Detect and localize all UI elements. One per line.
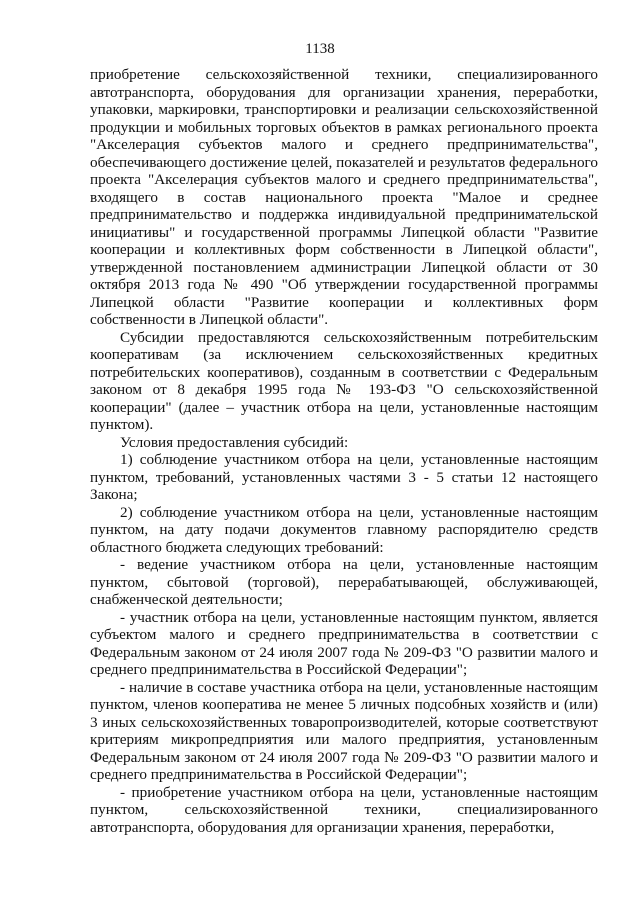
paragraph-condition-2: 2) соблюдение участником отбора на цели, установленные настоящим пунктом, на дату подачи документов главному распорядителю средств областного бюджета следующих требований: (90, 503, 598, 556)
paragraph-conditions-heading: Условия предоставления субсидий: (120, 433, 349, 451)
page-number: 1138 (305, 41, 335, 57)
paragraph-intro-continuation: приобретение сельскохозяйственной техники, специализированного автотранспорта, оборудования для организации хранения, переработки, упаковки, маркировки, транспортировки и реализации сельскохозяйственной продукции и мобильных торговых объектов в рамках регионального проекта "Акселерация субъектов малого и среднего предпринимательства", обеспечивающего достижение целей, показателей и результатов федерального проекта "Акселерация субъектов малого и среднего предпринимательства", входящего в состав национального проекта "Малое и среднее предпринимательство и поддержка индивидуальной предпринимательской инициативы" и государственной программы Липецкой области "Развитие кооперации и коллективных форм собственности в Липецкой области", утвержденной постановлением администрации Липецкой области от 30 октября 2013 года № 490 "Об утверждении государственной программы Липецкой области "Развитие кооперации и коллективных форм собственности в Липецкой области". (90, 66, 598, 328)
paragraph-recipients: Субсидии предоставляются сельскохозяйственным потребительским кооперативам (за исключением сельскохозяйственных кредитных потребительских кооперативов), созданным в соответствии с Федеральным законом от 8 декабря 1995 года № 193-ФЗ "О сельскохозяйственной кооперации" (далее – участник отбора на цели, установленные настоящим пунктом). (90, 328, 598, 433)
list-item-acquisition: - приобретение участником отбора на цели, установленные настоящим пунктом, сельскохозяйственной техники, специализированного автотранспорта, оборудования для организации хранения, переработки, (90, 783, 598, 836)
document-body (90, 66, 598, 836)
list-item-membership: - наличие в составе участника отбора на цели, установленные настоящим пунктом, членов кооператива не менее 5 личных подсобных хозяйств и (или) 3 иных сельскохозяйственных товаропроизводителей, которые соответствуют критериям микропредприятия или малого предприятия, установленным Федеральным законом от 24 июля 2007 года № 209-ФЗ "О развитии малого и среднего предпринимательства в Российской Федерации"; (90, 678, 598, 783)
list-item-sme-status: - участник отбора на цели, установленные настоящим пунктом, является субъектом малого и среднего предпринимательства в соответствии с Федеральным законом от 24 июля 2007 года № 209-ФЗ "О развитии малого и среднего предпринимательства в Российской Федерации"; (90, 608, 598, 678)
list-item-activity: - ведение участником отбора на цели, установленные настоящим пунктом, сбытовой (торговой), перерабатывающей, обслуживающей, снабженческой деятельности; (90, 556, 598, 608)
paragraph-condition-1: 1) соблюдение участником отбора на цели, установленные настоящим пунктом, требований, установленных частями 3 - 5 статьи 12 настоящего Закона; (90, 451, 598, 503)
